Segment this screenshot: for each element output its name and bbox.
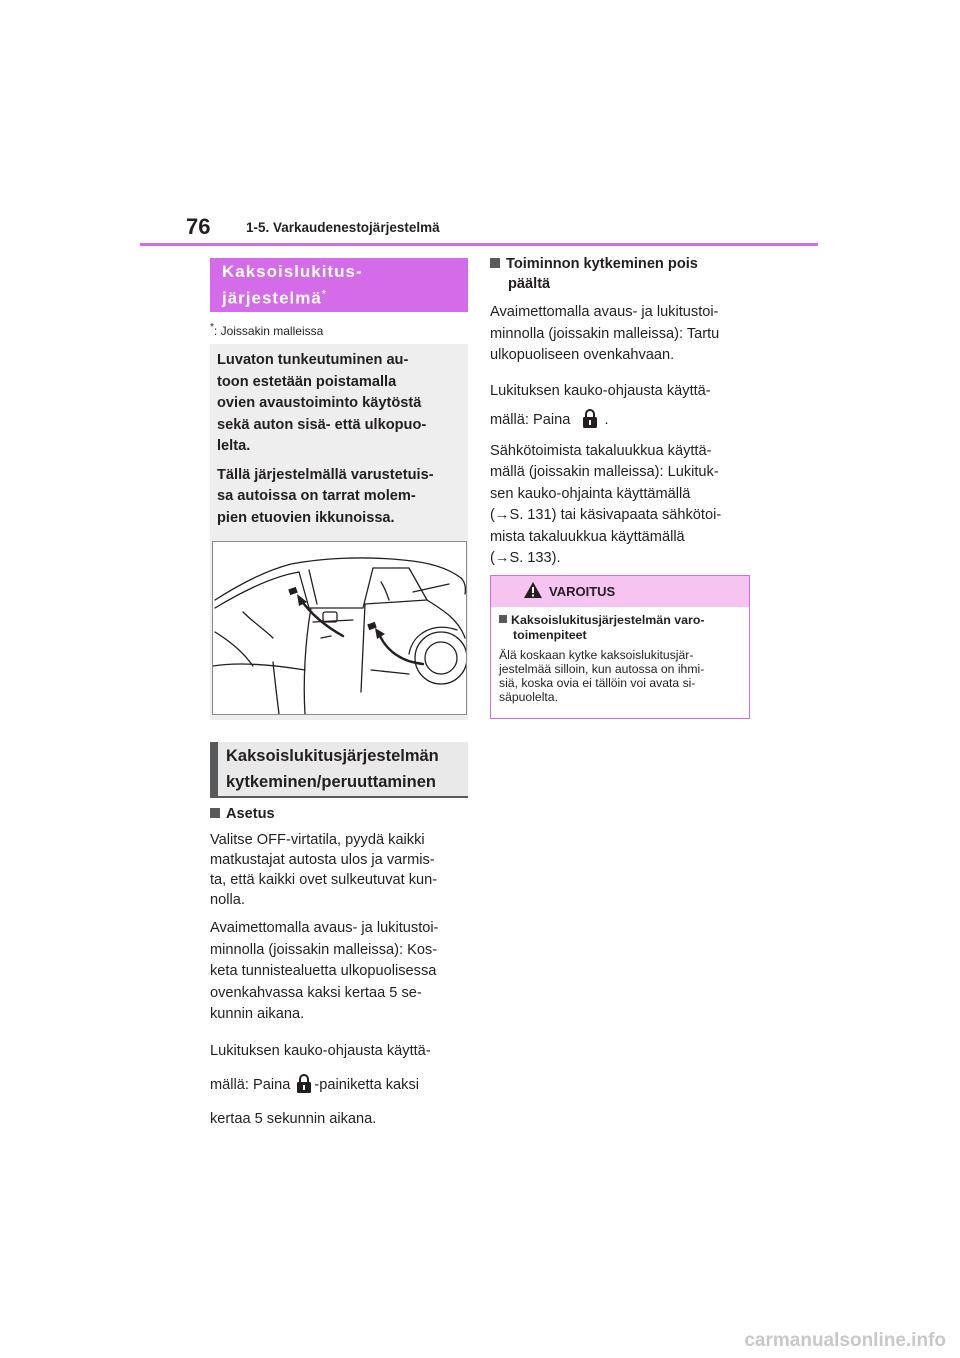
car-door-sticker-drawing [213, 542, 466, 714]
lock-icon [296, 1073, 312, 1093]
section-title-box [210, 258, 468, 312]
disable-paragraph-3: Sähkötoimista takaluukkua käyttä- mällä (joissakin malleissa): Lukituk- sen kauko-ohjainta käyttämällä (→S. 131) tai käsivapaata sähkötoi- mista takaluukkua käyttämällä (→S. 133). [490, 442, 722, 566]
bullet-square [499, 615, 507, 623]
bullet-square [210, 808, 220, 818]
title-line-1: Kaksoislukitus- [222, 262, 363, 281]
watermark: carmanualsonline.info [744, 1330, 946, 1351]
disable-paragraph-2: Lukituksen kauko-ohjausta käyttä- mällä: Paina . [490, 382, 711, 428]
disable-subheading: Toiminnon kytkeminen pois päältä [490, 254, 750, 294]
car-illustration [212, 541, 467, 715]
header-rule [140, 243, 818, 246]
title-asterisk: * [321, 289, 327, 300]
footnote: *: Joissakin malleissa [210, 322, 324, 338]
arrow-icon: → [494, 550, 510, 566]
disable-body [490, 302, 752, 570]
warning-title: VAROITUS [549, 584, 616, 599]
warning-box [490, 575, 750, 719]
setting-paragraph-3: Lukituksen kauko-ohjausta käyttä- mällä: Paina -painiketta kaksi kertaa 5 sekunnin aikana. [210, 1042, 431, 1127]
warning-header [491, 576, 749, 607]
title-line-2: järjestelmä* [222, 288, 327, 308]
warning-triangle-icon [523, 581, 543, 599]
warning-subheading: Kaksoislukitusjärjestelmän varo- toimenpiteet [499, 613, 745, 643]
setting-paragraph-2: Avaimettomalla avaus- ja lukitustoi- minnolla (joissakin malleissa): Kos- keta tunnistealuetta ulkopuolisessa ovenkahvassa kaksi kertaa 5 se- kunnin aikana. [210, 920, 439, 1022]
lock-icon [582, 408, 598, 428]
setting-paragraph-1: Valitse OFF-virtatila, pyydä kaikki matkustajat autosta ulos ja varmis- ta, että kaikki ovet sulkeutuvat kun- nolla. [210, 832, 438, 908]
arrow-icon: → [494, 507, 510, 523]
warning-text: Älä koskaan kytke kaksoislukitusjär- jestelmää silloin, kun autossa on ihmi- siä, koska ovia ei tällöin voi avata si- säpuolelta. [499, 648, 705, 704]
bullet-square [490, 258, 500, 268]
page-number: 76 [186, 214, 211, 239]
setting-subheading: Asetus [210, 804, 275, 824]
chapter-title: 1-5. Varkaudenestojärjestelmä [246, 220, 440, 235]
disable-paragraph-1: Avaimettomalla avaus- ja lukitustoi- minnolla (joissakin malleissa): Tartu ulkopuoliseen ovenkahvaan. [490, 304, 720, 363]
setting-body [210, 830, 470, 1136]
section-heading: Kaksoislukitusjärjestelmän kytkeminen/peruuttaminen [210, 742, 468, 798]
intro-text: Luvaton tunkeutuminen au- toon estetään poistamalla ovien avaustoiminto käytöstä sekä auton sisä- että ulkopuo- lelta. Tällä järjestelmällä varustetuis- sa autoissa on tarrat molem- pien etuovien ikkunoissa. [217, 352, 434, 526]
